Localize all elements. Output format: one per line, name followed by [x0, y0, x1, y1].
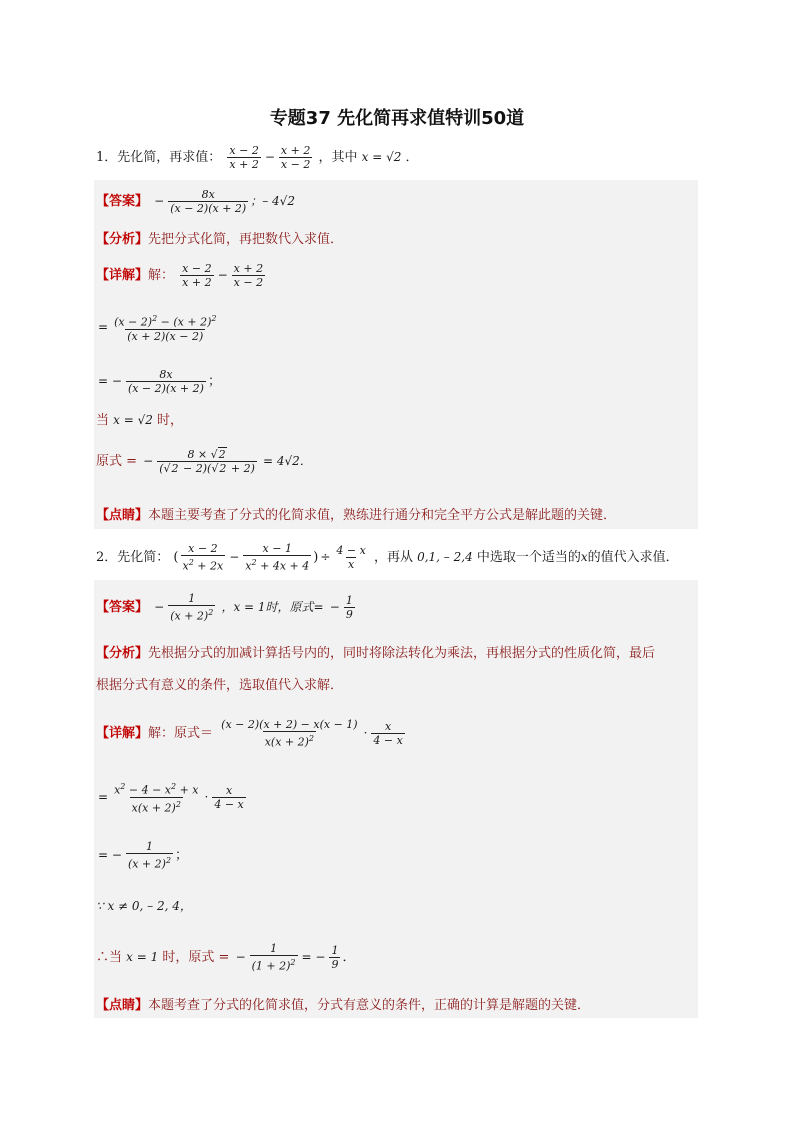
fraction: $\frac{x^2 - 4 - x^2 + x}{x(x + 2)^2}$ [114, 782, 199, 815]
q1-comment-row [96, 506, 616, 526]
q1-detail-start: 解： [148, 268, 175, 283]
fraction: $\frac{x}{4 - x}$ [373, 719, 403, 747]
q1-condition: x = √2 [361, 150, 402, 164]
answer-label: 【答案】 [96, 194, 149, 209]
q2-analysis-line1: 先根据分式的加减计算括号内的，同时将除法转化为乘法，再根据分式的性质化简，最后 [148, 646, 656, 661]
q2-stem-mid: ，再从 [373, 549, 413, 565]
fraction: $\frac{4 - x}{x}$ [336, 543, 366, 571]
question-2-stem: 2．先化简： ( $\frac{x - 2}{x^2 + 2x}$ − $\frac{x - 1}{x^2 + 4x + 4}$ ) ÷ $\frac{4 - x}{x}$ ，再从 0,1, – 2,4 中选取一个适当的x的值代入求值． [96, 542, 679, 573]
q2-because-row [96, 896, 192, 917]
q1-comment-text: 本题主要考查了分式的化简求值，熟练进行通分和完全平方公式是解此题的关键． [148, 508, 617, 523]
q2-because: ∵ x ≠ 0, – 2, 4， [96, 899, 192, 913]
fraction: $\frac{1}{(x + 2)^2}$ [127, 840, 172, 871]
q2-detail-row: 【详解】解：原式＝ $\frac{(x - 2)(x + 2) - x(x - 1)}{x(x + 2)^2}$ · $\frac{x}{4 - x}$ [96, 718, 403, 749]
q1-result-row: 原式 = − $\frac{8 \times √2}{(√2 - 2)(√2 + 2)}$ = 4√2． [96, 448, 312, 475]
q2-step-2: = − $\frac{1}{(x + 2)^2}$ ； [98, 840, 189, 871]
fraction: $\frac{8x}{(x - 2)(x + 2)}$ [127, 368, 204, 395]
q1-analysis-row [96, 230, 343, 250]
fraction: $\frac{x - 2}{x^2 + 2x}$ [182, 542, 224, 573]
analysis-label: 【分析】 [96, 646, 149, 661]
q1-detail-row: 【详解】解： $\frac{x - 2}{x + 2}$ − $\frac{x + 2}{x - 2}$ [96, 262, 264, 289]
q1-stem-end: ． [405, 150, 419, 165]
fraction: $\frac{(x - 2)^2 - (x + 2)^2}{(x + 2)(x - 2)}$ [114, 314, 217, 343]
q1-stem-mid: ，其中 [318, 150, 358, 165]
q2-detail-start: 解：原式＝ [148, 725, 214, 741]
q2-therefore-row: ∴当 x = 1 时，原式 = − $\frac{1}{(1 + 2)^2}$ = − $\frac{1}{9}$ ． [96, 942, 356, 973]
q1-answer-tail: ；– 4√2 [250, 194, 295, 208]
q1-number: 1．先化简，再求值： [96, 150, 222, 165]
comment-label: 【点睛】 [96, 998, 149, 1013]
q1-answer-row: 【答案】 − $\frac{8x}{(x - 2)(x + 2)}$ ；– 4√2 [96, 188, 295, 215]
q1-when-tail: 时， [157, 413, 184, 428]
q2-stem-end2: 的值代入求值． [587, 549, 679, 565]
fraction: $\frac{1}{(1 + 2)^2}$ [251, 942, 296, 973]
q2-analysis-line2: 根据分式有意义的条件，选取值代入求解． [96, 678, 344, 693]
q2-answer-row: 【答案】 − $\frac{1}{(x + 2)^2}$ ，x = 1时，原式= − $\frac{1}{9}$ [96, 592, 353, 623]
fraction: $\frac{x + 2}{x - 2}$ [233, 262, 264, 289]
detail-label: 【详解】 [96, 725, 149, 741]
q1-orig: 原式 = [96, 454, 138, 469]
q2-therefore-mid: 时，原式 = [162, 949, 230, 965]
q1-step-2: = − $\frac{8x}{(x - 2)(x + 2)}$ ； [98, 368, 221, 395]
fraction: $\frac{x + 2}{x - 2}$ [280, 144, 311, 171]
analysis-label: 【分析】 [96, 232, 149, 247]
answer-label: 【答案】 [96, 599, 149, 615]
fraction: $\frac{1}{9}$ [345, 593, 353, 621]
question-1-stem: 1．先化简，再求值： $\frac{x - 2}{x + 2}$ − $\frac{x + 2}{x - 2}$ ，其中 x = √2 ． [96, 144, 419, 171]
fraction: $\frac{(x - 2)(x + 2) - x(x - 1)}{x(x + 2)^2}$ [221, 718, 358, 749]
q2-stem-end: 中选取一个适当的 [476, 549, 581, 565]
comment-label: 【点睛】 [96, 508, 149, 523]
q1-analysis-text: 先把分式化简，再把数代入求值． [148, 232, 344, 247]
q2-step-1: = $\frac{x^2 - 4 - x^2 + x}{x(x + 2)^2}$ · $\frac{x}{4 - x}$ [98, 782, 244, 815]
page-title: 专题37 先化简再求值特训50道 [269, 108, 525, 129]
q2-analysis-row-2 [96, 676, 343, 696]
q2-answer-mid: ，x = 1时，原式= [221, 599, 324, 614]
q2-analysis-row [96, 644, 655, 664]
q2-comment-row [96, 996, 590, 1016]
detail-label: 【详解】 [96, 268, 149, 283]
fraction: $\frac{x - 2}{x + 2}$ [182, 262, 212, 289]
q1-when-value: x = √2 [113, 413, 153, 427]
q1-orig-tail: = 4√2． [263, 454, 312, 468]
q2-set: 0,1, – 2,4 [417, 549, 473, 564]
fraction: $\frac{8x}{(x - 2)(x + 2)}$ [170, 188, 247, 215]
q1-when-row [96, 410, 183, 431]
fraction: $\frac{x - 2}{x + 2}$ [229, 144, 259, 171]
fraction: $\frac{1}{9}$ [331, 943, 339, 971]
fraction: $\frac{x - 1}{x^2 + 4x + 4}$ [245, 542, 310, 573]
q1-step-1: = $\frac{(x - 2)^2 - (x + 2)^2}{(x + 2)(x - 2)}$ [98, 314, 217, 343]
fraction: $\frac{8 \times √2}{(√2 - 2)(√2 + 2)}$ [159, 448, 255, 475]
q1-when: 当 [96, 413, 110, 428]
q2-comment-text: 本题考查了分式的化简求值，分式有意义的条件，正确的计算是解题的关键． [148, 998, 591, 1013]
q2-therefore: ∴当 [96, 949, 123, 965]
fraction: $\frac{x}{4 - x}$ [214, 783, 244, 811]
q2-number: 2．先化简： [96, 549, 170, 565]
fraction: $\frac{1}{(x + 2)^2}$ [170, 592, 214, 623]
